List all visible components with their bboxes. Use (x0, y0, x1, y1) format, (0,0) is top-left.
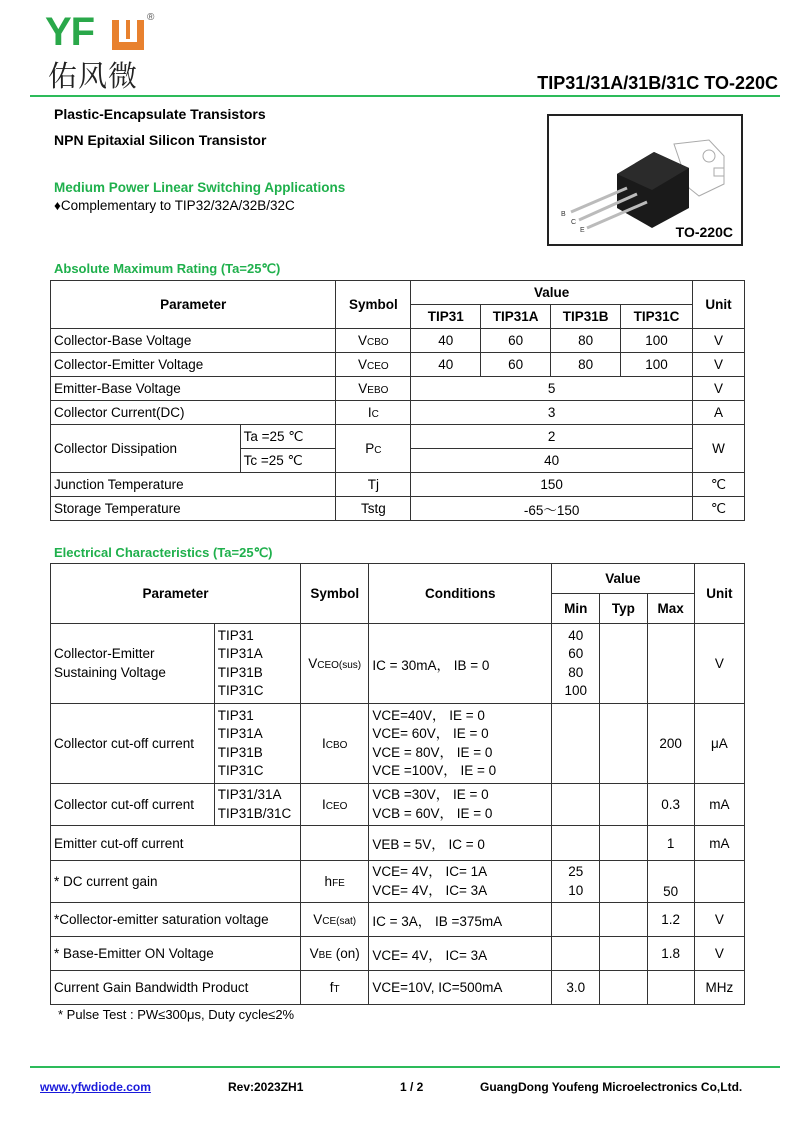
min-cell (552, 937, 600, 971)
col-conditions: Conditions (369, 564, 552, 624)
value-cell: 60 (481, 329, 551, 353)
typ-cell (600, 861, 647, 903)
symbol-cell: IC (336, 401, 411, 425)
unit-cell: ℃ (693, 473, 745, 497)
revision: Rev:2023ZH1 (228, 1080, 304, 1094)
param-cell: Emitter cut-off current (51, 826, 301, 861)
symbol-cell: VEBO (336, 377, 411, 401)
table-row (51, 401, 745, 425)
typ-cell (600, 704, 647, 784)
logo-chinese-name: 佑风微 (48, 59, 139, 93)
registered-mark: ® (147, 12, 155, 23)
col-min: Min (552, 594, 600, 624)
value-cell: 40 (411, 449, 693, 473)
symbol-cell (301, 826, 369, 861)
table-row (51, 425, 745, 449)
product-subtype: NPN Epitaxial Silicon Transistor (54, 132, 267, 148)
table-row (51, 784, 745, 826)
table-row (51, 903, 745, 937)
variant-cell: TIP31 TIP31A TIP31B TIP31C (214, 704, 300, 784)
max-cell (647, 971, 694, 1005)
website-link[interactable]: www.yfwdiode.com (40, 1080, 151, 1094)
param-cell: *Collector-emitter saturation voltage (51, 903, 301, 937)
typ-cell (600, 937, 647, 971)
page-number: 1 / 2 (400, 1080, 424, 1094)
col-parameter: Parameter (51, 564, 301, 624)
param-cell: Current Gain Bandwidth Product (51, 971, 301, 1005)
unit-cell: V (694, 903, 744, 937)
unit-cell: μA (694, 704, 744, 784)
variant-cell: TIP31/31A TIP31B/31C (214, 784, 300, 826)
logo-text: YF (45, 10, 95, 54)
table-row (51, 826, 745, 861)
value-cell: 3 (411, 401, 693, 425)
typ-cell (600, 903, 647, 937)
symbol-cell: VCEO(sus) (301, 624, 369, 704)
symbol-cell: fT (301, 971, 369, 1005)
param-cell: Collector-Emitter Sustaining Voltage (51, 624, 215, 704)
condition-cell: Ta =25 ℃ (240, 425, 336, 449)
value-cell: 5 (411, 377, 693, 401)
min-cell (552, 826, 600, 861)
unit-cell: mA (694, 784, 744, 826)
max-cell: 0.3 (647, 784, 694, 826)
condition-cell: Tc =25 ℃ (240, 449, 336, 473)
value-cell: 100 (621, 353, 693, 377)
table-row (51, 353, 745, 377)
param-cell: Emitter-Base Voltage (51, 377, 336, 401)
condition-cell: IC = 3A， IB =375mA (369, 903, 552, 937)
pin-label-c: C (571, 219, 577, 226)
min-cell: 40 60 80 100 (552, 624, 600, 704)
col-unit: Unit (693, 281, 745, 329)
condition-cell: IC = 30mA， IB = 0 (369, 624, 552, 704)
table-row (51, 497, 745, 521)
table-header-row (51, 281, 745, 305)
condition-cell: VEB = 5V， IC = 0 (369, 826, 552, 861)
unit-cell: V (694, 624, 744, 704)
pin-label-e: E (580, 227, 585, 234)
col-symbol: Symbol (336, 281, 411, 329)
variant-cell: TIP31 TIP31A TIP31B TIP31C (214, 624, 300, 704)
max-cell (647, 624, 694, 704)
unit-cell: mA (694, 826, 744, 861)
col-unit: Unit (694, 564, 744, 624)
value-cell: 150 (411, 473, 693, 497)
elec-char-table (50, 563, 745, 1005)
value-cell: 40 (411, 353, 481, 377)
param-cell: Collector-Base Voltage (51, 329, 336, 353)
pulse-test-note: * Pulse Test : PW≤300μs, Duty cycle≤2% (58, 1007, 295, 1022)
unit-cell (694, 861, 744, 903)
symbol-cell: ICBO (301, 704, 369, 784)
max-cell: 1.2 (647, 903, 694, 937)
product-type: Plastic-Encapsulate Transistors (54, 106, 266, 122)
param-cell: Collector Dissipation (51, 425, 241, 473)
unit-cell: W (693, 425, 745, 473)
min-cell: 3.0 (552, 971, 600, 1005)
table-header-row (51, 564, 745, 594)
pin-label-b: B (561, 211, 566, 218)
header-divider (30, 95, 780, 97)
table-row (51, 377, 745, 401)
symbol-cell: Tstg (336, 497, 411, 521)
company-logo (45, 12, 155, 92)
param-cell: Collector-Emitter Voltage (51, 353, 336, 377)
typ-cell (600, 624, 647, 704)
package-image-box (547, 114, 743, 246)
condition-cell: VCE= 4V， IC= 3A (369, 937, 552, 971)
value-cell: 2 (411, 425, 693, 449)
symbol-cell: Tj (336, 473, 411, 497)
unit-cell: V (694, 937, 744, 971)
param-cell: * DC current gain (51, 861, 301, 903)
col-parameter: Parameter (51, 281, 336, 329)
abs-max-table (50, 280, 745, 521)
param-cell: Collector Current(DC) (51, 401, 336, 425)
table-row (51, 861, 745, 903)
condition-cell: VCE=40V， IE = 0 VCE= 60V， IE = 0 VCE = 80V， IE = 0 VCE =100V， IE = 0 (369, 704, 552, 784)
value-cell: 100 (621, 329, 693, 353)
param-cell: Storage Temperature (51, 497, 336, 521)
package-label: TO-220C (675, 224, 733, 240)
value-cell: 60 (481, 353, 551, 377)
symbol-cell: VCBO (336, 329, 411, 353)
col-tip31c: TIP31C (621, 305, 693, 329)
max-cell: 1.8 (647, 937, 694, 971)
unit-cell: MHz (694, 971, 744, 1005)
param-cell: Collector cut-off current (51, 704, 215, 784)
col-value: Value (552, 564, 695, 594)
unit-cell: V (693, 353, 745, 377)
condition-cell: VCE=10V, IC=500mA (369, 971, 552, 1005)
typ-cell (600, 784, 647, 826)
table-row (51, 329, 745, 353)
col-value: Value (411, 281, 693, 305)
min-cell (552, 784, 600, 826)
min-cell: 25 10 (552, 861, 600, 903)
unit-cell: A (693, 401, 745, 425)
col-max: Max (647, 594, 694, 624)
value-cell: 80 (551, 329, 621, 353)
unit-cell: V (693, 329, 745, 353)
max-cell: 50 (647, 861, 694, 903)
max-cell: 1 (647, 826, 694, 861)
table-row (51, 704, 745, 784)
value-cell: 40 (411, 329, 481, 353)
value-cell: 80 (551, 353, 621, 377)
max-cell: 200 (647, 704, 694, 784)
min-cell (552, 903, 600, 937)
application-heading: Medium Power Linear Switching Applications (54, 180, 346, 195)
table-row (51, 971, 745, 1005)
col-tip31a: TIP31A (481, 305, 551, 329)
min-cell (552, 704, 600, 784)
col-tip31b: TIP31B (551, 305, 621, 329)
unit-cell: ℃ (693, 497, 745, 521)
symbol-cell: hFE (301, 861, 369, 903)
table-row (51, 624, 745, 704)
unit-cell: V (693, 377, 745, 401)
symbol-cell: VCEO (336, 353, 411, 377)
col-symbol: Symbol (301, 564, 369, 624)
symbol-cell: VCE(sat) (301, 903, 369, 937)
symbol-cell: PC (336, 425, 411, 473)
symbol-cell: VBE (on) (301, 937, 369, 971)
value-cell: -65～150 (411, 497, 693, 521)
col-tip31: TIP31 (411, 305, 481, 329)
abs-max-heading: Absolute Maximum Rating (Ta=25℃) (54, 261, 281, 276)
param-cell: Junction Temperature (51, 473, 336, 497)
symbol-cell: ICEO (301, 784, 369, 826)
condition-cell: VCB =30V， IE = 0 VCB = 60V， IE = 0 (369, 784, 552, 826)
elec-char-heading: Electrical Characteristics (Ta=25℃) (54, 545, 273, 560)
company-name: GuangDong Youfeng Microelectronics Co,Ltd. (480, 1080, 743, 1094)
param-cell: * Base-Emitter ON Voltage (51, 937, 301, 971)
table-row (51, 937, 745, 971)
condition-cell: VCE= 4V， IC= 1A VCE= 4V， IC= 3A (369, 861, 552, 903)
logo-w-mark (112, 20, 144, 50)
param-cell: Collector cut-off current (51, 784, 215, 826)
document-title: TIP31/31A/31B/31C TO-220C (537, 73, 778, 93)
complementary-note: ♦Complementary to TIP32/32A/32B/32C (54, 198, 295, 213)
typ-cell (600, 971, 647, 1005)
table-row (51, 473, 745, 497)
footer-divider (30, 1066, 780, 1068)
typ-cell (600, 826, 647, 861)
col-typ: Typ (600, 594, 647, 624)
